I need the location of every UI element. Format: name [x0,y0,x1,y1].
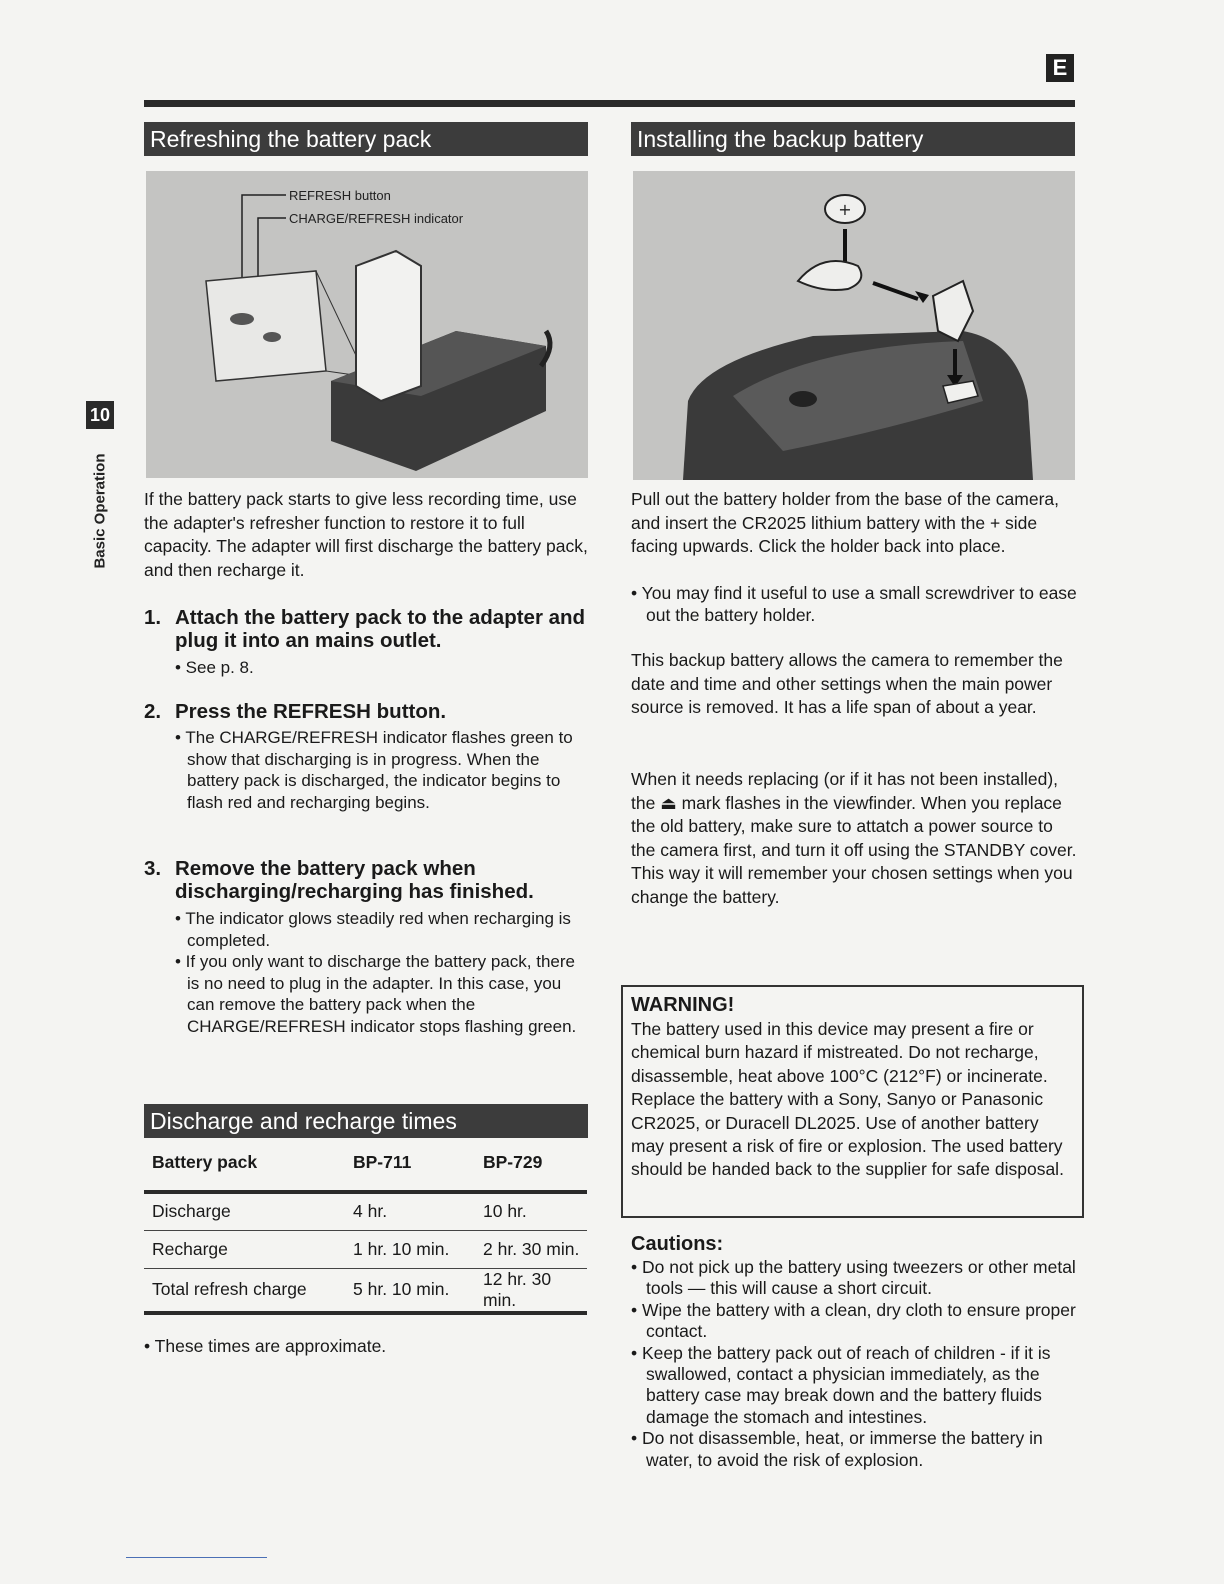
cautions [631,1232,1077,1471]
footer-line [126,1557,267,1558]
backup-section-title: Installing the backup battery [631,122,1075,156]
charger-illustration [146,171,588,478]
step-1-number: 1. [144,606,162,629]
step-3-number: 3. [144,857,162,880]
step-2-bullet: • The CHARGE/REFRESH indicator flashes green to show that discharging is in progress. When the battery pack is discharged, the indicator begins to flash red and recharging begins. [175,728,573,812]
header-bp-711: BP-711 [353,1152,412,1172]
row-discharge-label: Discharge [152,1201,231,1222]
step-3-bullet-1: • The indicator glows steadily red when recharging is completed. [175,909,571,950]
cautions-title: Cautions: [631,1233,724,1255]
backup-para-2: This backup battery allows the camera to remember the date and time and other settings when the main power source is removed. It has a life span of about a year. [631,650,1063,718]
header-battery-pack: Battery pack [152,1152,258,1172]
refresh-intro: If the battery pack starts to give less recording time, use the adapter's refresher function to restore it to full capacity. The adapter will first discharge the battery pack, and then recharge it. [144,489,588,580]
backup-illustration [633,171,1075,480]
row-total-bp729: 12 hr. 30 min. [483,1268,552,1310]
table-row [144,1268,587,1313]
header-rule [144,100,1075,107]
warning-title: WARNING! [631,994,735,1016]
caution-item-2: • Wipe the battery with a clean, dry cloth to ensure proper contact. [631,1299,1076,1342]
step-3-title: Remove the battery pack when discharging/recharging has finished. [175,857,534,903]
times-table-wrap [144,1152,587,1315]
step-3-bullet-2: • If you only want to discharge the battery pack, there is no need to plug in the adapter. In this case, you can remove the battery pack when the CHARGE/REFRESH indicator stops flashing green. [175,952,577,1036]
refresh-section-title: Refreshing the battery pack [144,122,588,156]
page-number-tab: 10 [86,401,114,429]
step-1-title: Attach the battery pack to the adapter and plug it into an mains outlet. [175,606,586,652]
row-total-bp711: 5 hr. 10 min. [353,1279,450,1299]
step-2-number: 2. [144,700,162,723]
warning-text: The battery used in this device may present a fire or chemical burn hazard if mistreated. Do not recharge, disassemble, heat above 100°C (212°F) or incinerate. Replace the battery with a Sony, Sanyo or Panasonic CR2025, or Duracell DL2025. Use of another battery may present a risk of fire or explosion. The used battery should be handed back to the supplier for safe disposal. [631,1019,1064,1180]
times-note: • These times are approximate. [144,1336,387,1356]
caution-item-4: • Do not disassemble, heat, or immerse the battery in water, to avoid the risk of explosion. [631,1428,1043,1470]
svg-text:+: + [838,200,852,219]
camera-battery-illustration [633,171,1075,480]
header-bp-729: BP-729 [483,1152,543,1172]
backup-tip: • You may find it useful to use a small screwdriver to ease out the battery holder. [631,583,1077,625]
row-recharge-label: Recharge [152,1238,228,1259]
warning-box [621,985,1084,1218]
step-2-title: Press the REFRESH button. [175,700,447,723]
table-row [144,1230,587,1268]
section-side-label [86,450,114,572]
section-side-label-text: Basic Operation [91,453,109,569]
caution-item-3: • Keep the battery pack out of reach of children - if it is swallowed, contact a physician immediately, as the battery case may break down and the battery fluids damage the stomach and intestines. [631,1342,1051,1427]
table-row [144,1192,587,1230]
caution-item-1: • Do not pick up the battery using tweezers or other metal tools — this will cause a short circuit. [631,1257,1076,1299]
language-badge: E [1046,54,1074,82]
row-recharge-bp729: 2 hr. 30 min. [483,1238,580,1259]
times-table [144,1152,587,1315]
row-discharge-bp711: 4 hr. [353,1201,388,1222]
figure-label-refresh-button: REFRESH button [289,188,391,203]
refresh-illustration [146,171,588,478]
backup-para-1: Pull out the battery holder from the base of the camera, and insert the CR2025 lithium battery with the + side facing upwards. Click the holder back into place. [631,489,1060,557]
step-2 [144,700,594,813]
row-recharge-bp711: 1 hr. 10 min. [353,1238,450,1259]
step-3 [144,857,594,1037]
times-table-header [144,1152,587,1192]
backup-para-3: When it needs replacing (or if it has not been installed), the ⏏ mark flashes in the viewfinder. When you replace the old battery, make sure to attatch a power source to the camera first, and turn it off using the STANDBY cover. This way it will remember your chosen settings when you change the battery. [631,769,1077,907]
step-1-bullet: • See p. 8. [175,658,254,677]
row-total-label: Total refresh charge [152,1279,307,1299]
times-section-title: Discharge and recharge times [144,1104,588,1138]
figure-label-indicator: CHARGE/REFRESH indicator [289,211,464,226]
step-1 [144,606,594,679]
row-discharge-bp729: 10 hr. [483,1201,527,1222]
